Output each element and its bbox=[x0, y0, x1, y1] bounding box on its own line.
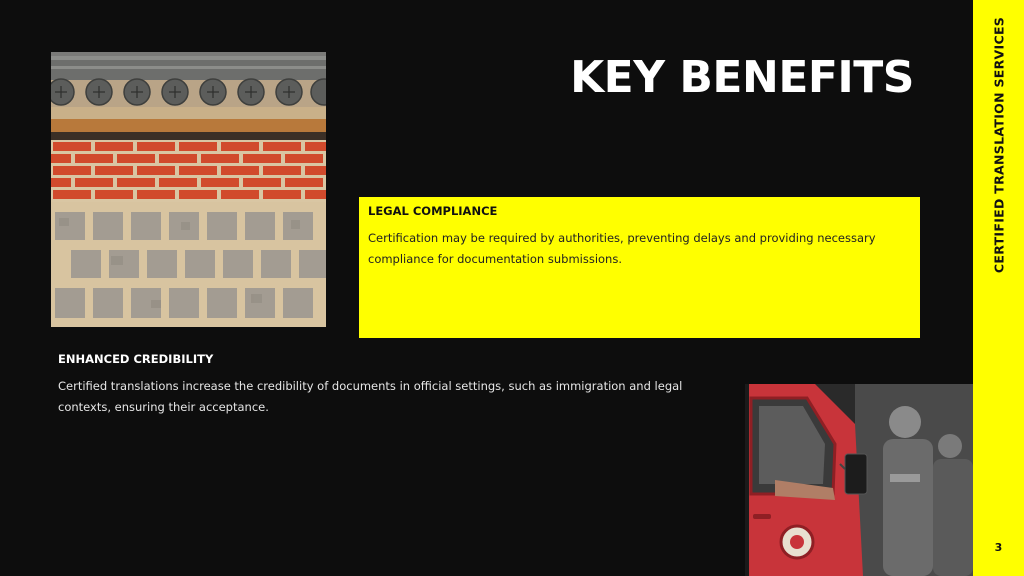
traditional-wall-image bbox=[51, 52, 326, 327]
legal-compliance-description: Certification may be required by authorities, preventing delays and providing necessary compliance for documentation submissions. bbox=[368, 231, 876, 266]
enhanced-credibility-title: ENHANCED CREDIBILITY bbox=[58, 352, 214, 366]
sidebar-title: CERTIFIED TRANSLATION SERVICES bbox=[991, 16, 1006, 274]
legal-compliance-title: LEGAL COMPLIANCE bbox=[368, 204, 498, 218]
truck-people-image bbox=[745, 384, 973, 576]
page-title: KEY BENEFITS bbox=[570, 52, 914, 103]
legal-compliance-card bbox=[359, 197, 920, 338]
sidebar bbox=[973, 0, 1024, 576]
enhanced-credibility-description: Certified translations increase the credibility of documents in official settings, such as immigration and legal contexts, ensuring their acceptance. bbox=[58, 379, 683, 414]
page-number: 3 bbox=[994, 541, 1003, 554]
